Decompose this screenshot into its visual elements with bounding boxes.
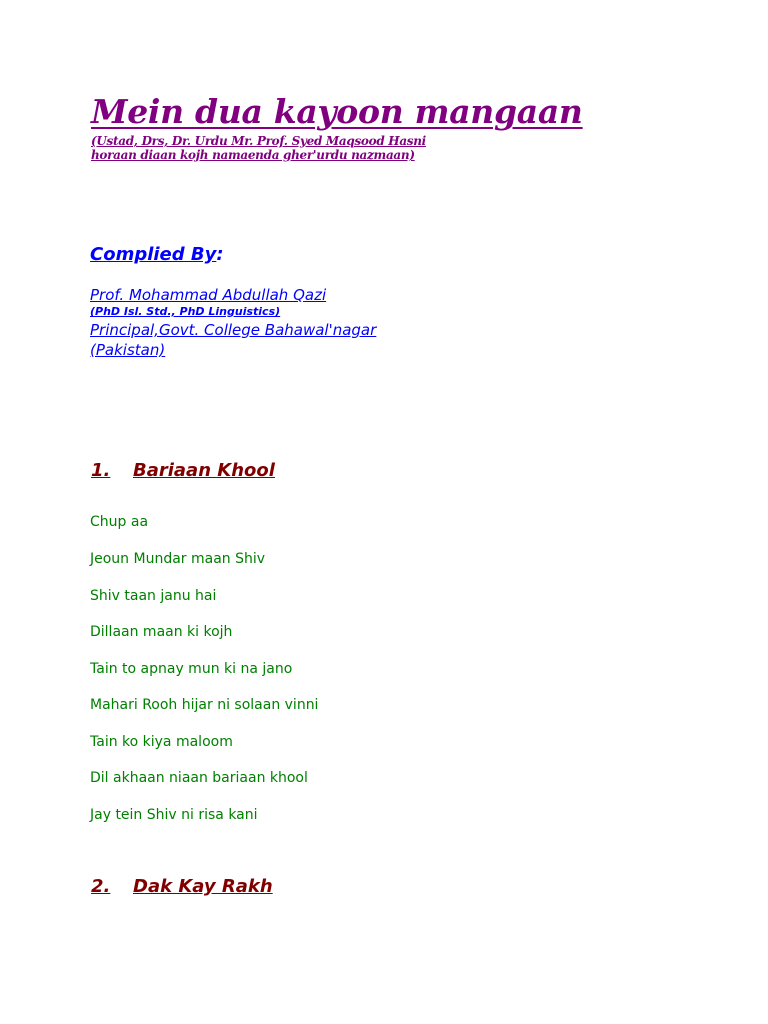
author-position: Principal,Govt. College Bahawal'nagar (90, 321, 377, 339)
compiled-by-label: Complied By (90, 244, 217, 265)
section-heading-1 (91, 460, 275, 482)
author-name: Prof. Mohammad Abdullah Qazi (90, 286, 327, 304)
compiled-by-heading (90, 244, 224, 266)
section-name: Dak Kay Rakh (133, 876, 273, 897)
document-subtitle-line1: (Ustad, Drs, Dr. Urdu Mr. Prof. Syed Maqsood Hasni (91, 134, 426, 148)
author-degrees: (PhD Isl. Std., PhD Linguistics) (90, 305, 281, 318)
verse-line: Jay tein Shiv ni risa kani (90, 807, 258, 823)
section-heading-2 (91, 876, 273, 898)
document-subtitle-line2: horaan diaan kojh namaenda gher'urdu nazmaan) (91, 148, 415, 162)
verse-line: Jeoun Mundar maan Shiv (90, 551, 266, 567)
verse-line: Tain to apnay mun ki na jano (90, 661, 293, 677)
verse-line: Dil akhaan niaan bariaan khool (90, 770, 308, 786)
verse-line: Dillaan maan ki kojh (90, 624, 233, 640)
section-name: Bariaan Khool (133, 460, 275, 481)
document-title: Mein dua kayoon mangaan (91, 92, 583, 131)
section-number: 1. (91, 460, 111, 481)
verse-line: Mahari Rooh hijar ni solaan vinni (90, 697, 319, 713)
author-country: (Pakistan) (90, 341, 166, 359)
verse-line: Shiv taan janu hai (90, 588, 217, 604)
verse-line: Chup aa (90, 514, 149, 530)
compiled-by-colon: : (216, 244, 224, 265)
section-number: 2. (91, 876, 111, 897)
verse-line: Tain ko kiya maloom (90, 734, 233, 750)
